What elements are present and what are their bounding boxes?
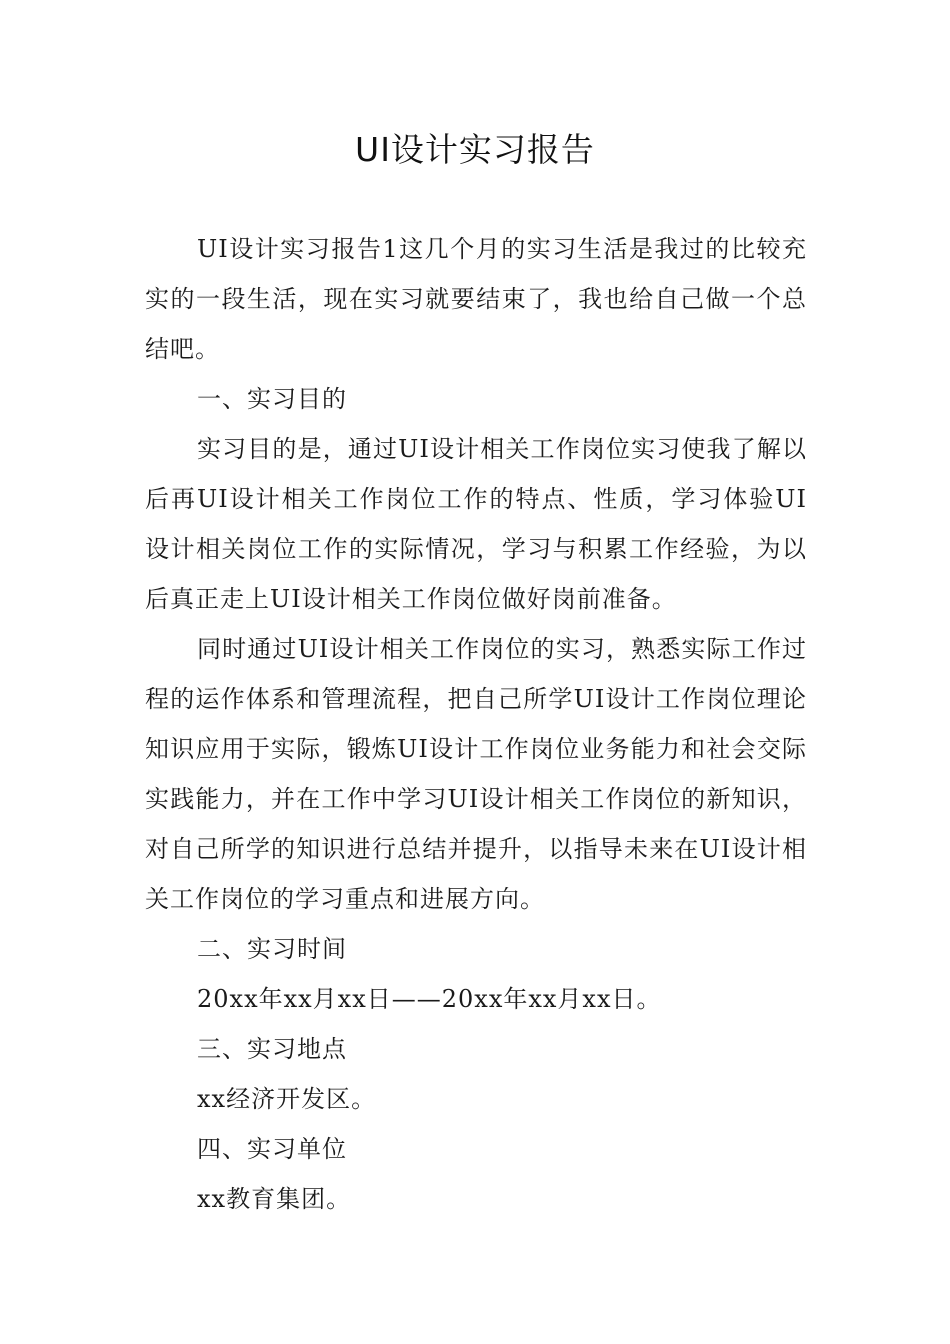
intro-paragraph: UI设计实习报告1这几个月的实习生活是我过的比较充实的一段生活，现在实习就要结束了，我也给自己做一个总结吧。	[145, 235, 807, 363]
document-body	[145, 224, 807, 1224]
document-title: UI设计实习报告	[355, 130, 595, 169]
section-heading-unit: 四、实习单位	[197, 1135, 347, 1163]
time-paragraph: 20xx年xx月xx日——20xx年xx月xx日。	[197, 985, 662, 1013]
purpose-paragraph: 实习目的是，通过UI设计相关工作岗位实习使我了解以后再UI设计相关工作岗位工作的特点、性质，学习体验UI设计相关岗位工作的实际情况，学习与积累工作经验，为以后真正走上UI设计相关工作岗位做好岗前准备。	[145, 435, 807, 613]
section-heading-purpose: 一、实习目的	[197, 385, 347, 413]
purpose-paragraph-2: 同时通过UI设计相关工作岗位的实习，熟悉实际工作过程的运作体系和管理流程，把自己所学UI设计工作岗位理论知识应用于实际，锻炼UI设计工作岗位业务能力和社会交际实践能力，并在工作中学习UI设计相关工作岗位的新知识，对自己所学的知识进行总结并提升，以指导未来在UI设计相关工作岗位的学习重点和进展方向。	[145, 635, 807, 913]
section-heading-time: 二、实习时间	[197, 935, 347, 963]
section-heading-location: 三、实习地点	[197, 1035, 347, 1063]
unit-paragraph: xx教育集团。	[197, 1185, 352, 1213]
location-paragraph: xx经济开发区。	[197, 1085, 377, 1113]
